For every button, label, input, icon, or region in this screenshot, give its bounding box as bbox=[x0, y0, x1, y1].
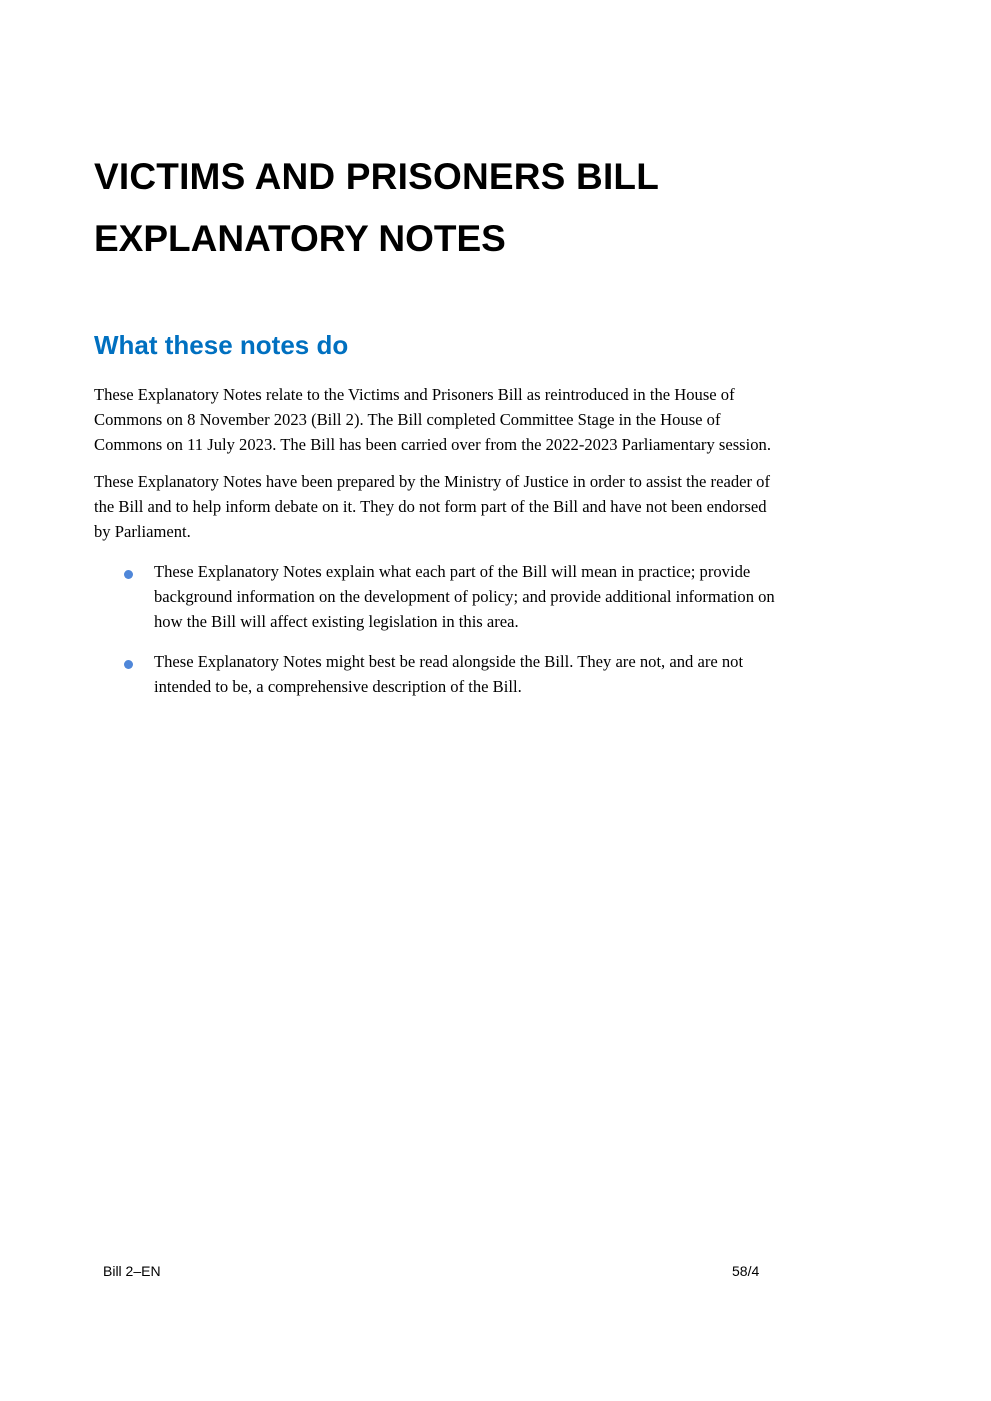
text-line: Commons on 8 November 2023 (Bill 2). The Bill completed Committee Stage in the House of bbox=[94, 409, 721, 429]
section-heading: What these notes do bbox=[94, 330, 349, 360]
bullet-item-1 bbox=[154, 560, 775, 634]
text-line: These Explanatory Notes have been prepared by the Ministry of Justice in order to assist the reader of bbox=[94, 472, 770, 491]
footer-bill-number: Bill 2–EN bbox=[103, 1263, 161, 1279]
text-line: Commons on 11 July 2023. The Bill has been carried over from the 2022-2023 Parliamentary session. bbox=[94, 434, 771, 454]
footer-print-number: 58/4 bbox=[732, 1263, 760, 1279]
text-line: how the Bill will affect existing legislation in this area. bbox=[154, 611, 519, 631]
text-line: These Explanatory Notes explain what each part of the Bill will mean in practice; provide bbox=[154, 562, 751, 581]
bullet-icon bbox=[124, 570, 134, 580]
paragraph-1 bbox=[94, 383, 771, 457]
text-line: intended to be, a comprehensive description of the Bill. bbox=[154, 676, 522, 696]
bullet-item-2 bbox=[154, 650, 743, 700]
bullet-icon bbox=[124, 660, 134, 670]
paragraph-2 bbox=[94, 470, 770, 544]
document-title: VICTIMS AND PRISONERS BILL bbox=[94, 156, 660, 197]
document-subtitle: EXPLANATORY NOTES bbox=[94, 218, 506, 259]
text-line: background information on the development of policy; and provide additional information on bbox=[154, 586, 775, 606]
text-line: the Bill and to help inform debate on it. They do not form part of the Bill and have not been endorsed bbox=[94, 496, 767, 516]
text-line: by Parliament. bbox=[94, 521, 191, 541]
text-line: These Explanatory Notes relate to the Victims and Prisoners Bill as reintroduced in the House of bbox=[94, 385, 735, 404]
text-line: These Explanatory Notes might best be read alongside the Bill. They are not, and are not bbox=[154, 652, 744, 671]
